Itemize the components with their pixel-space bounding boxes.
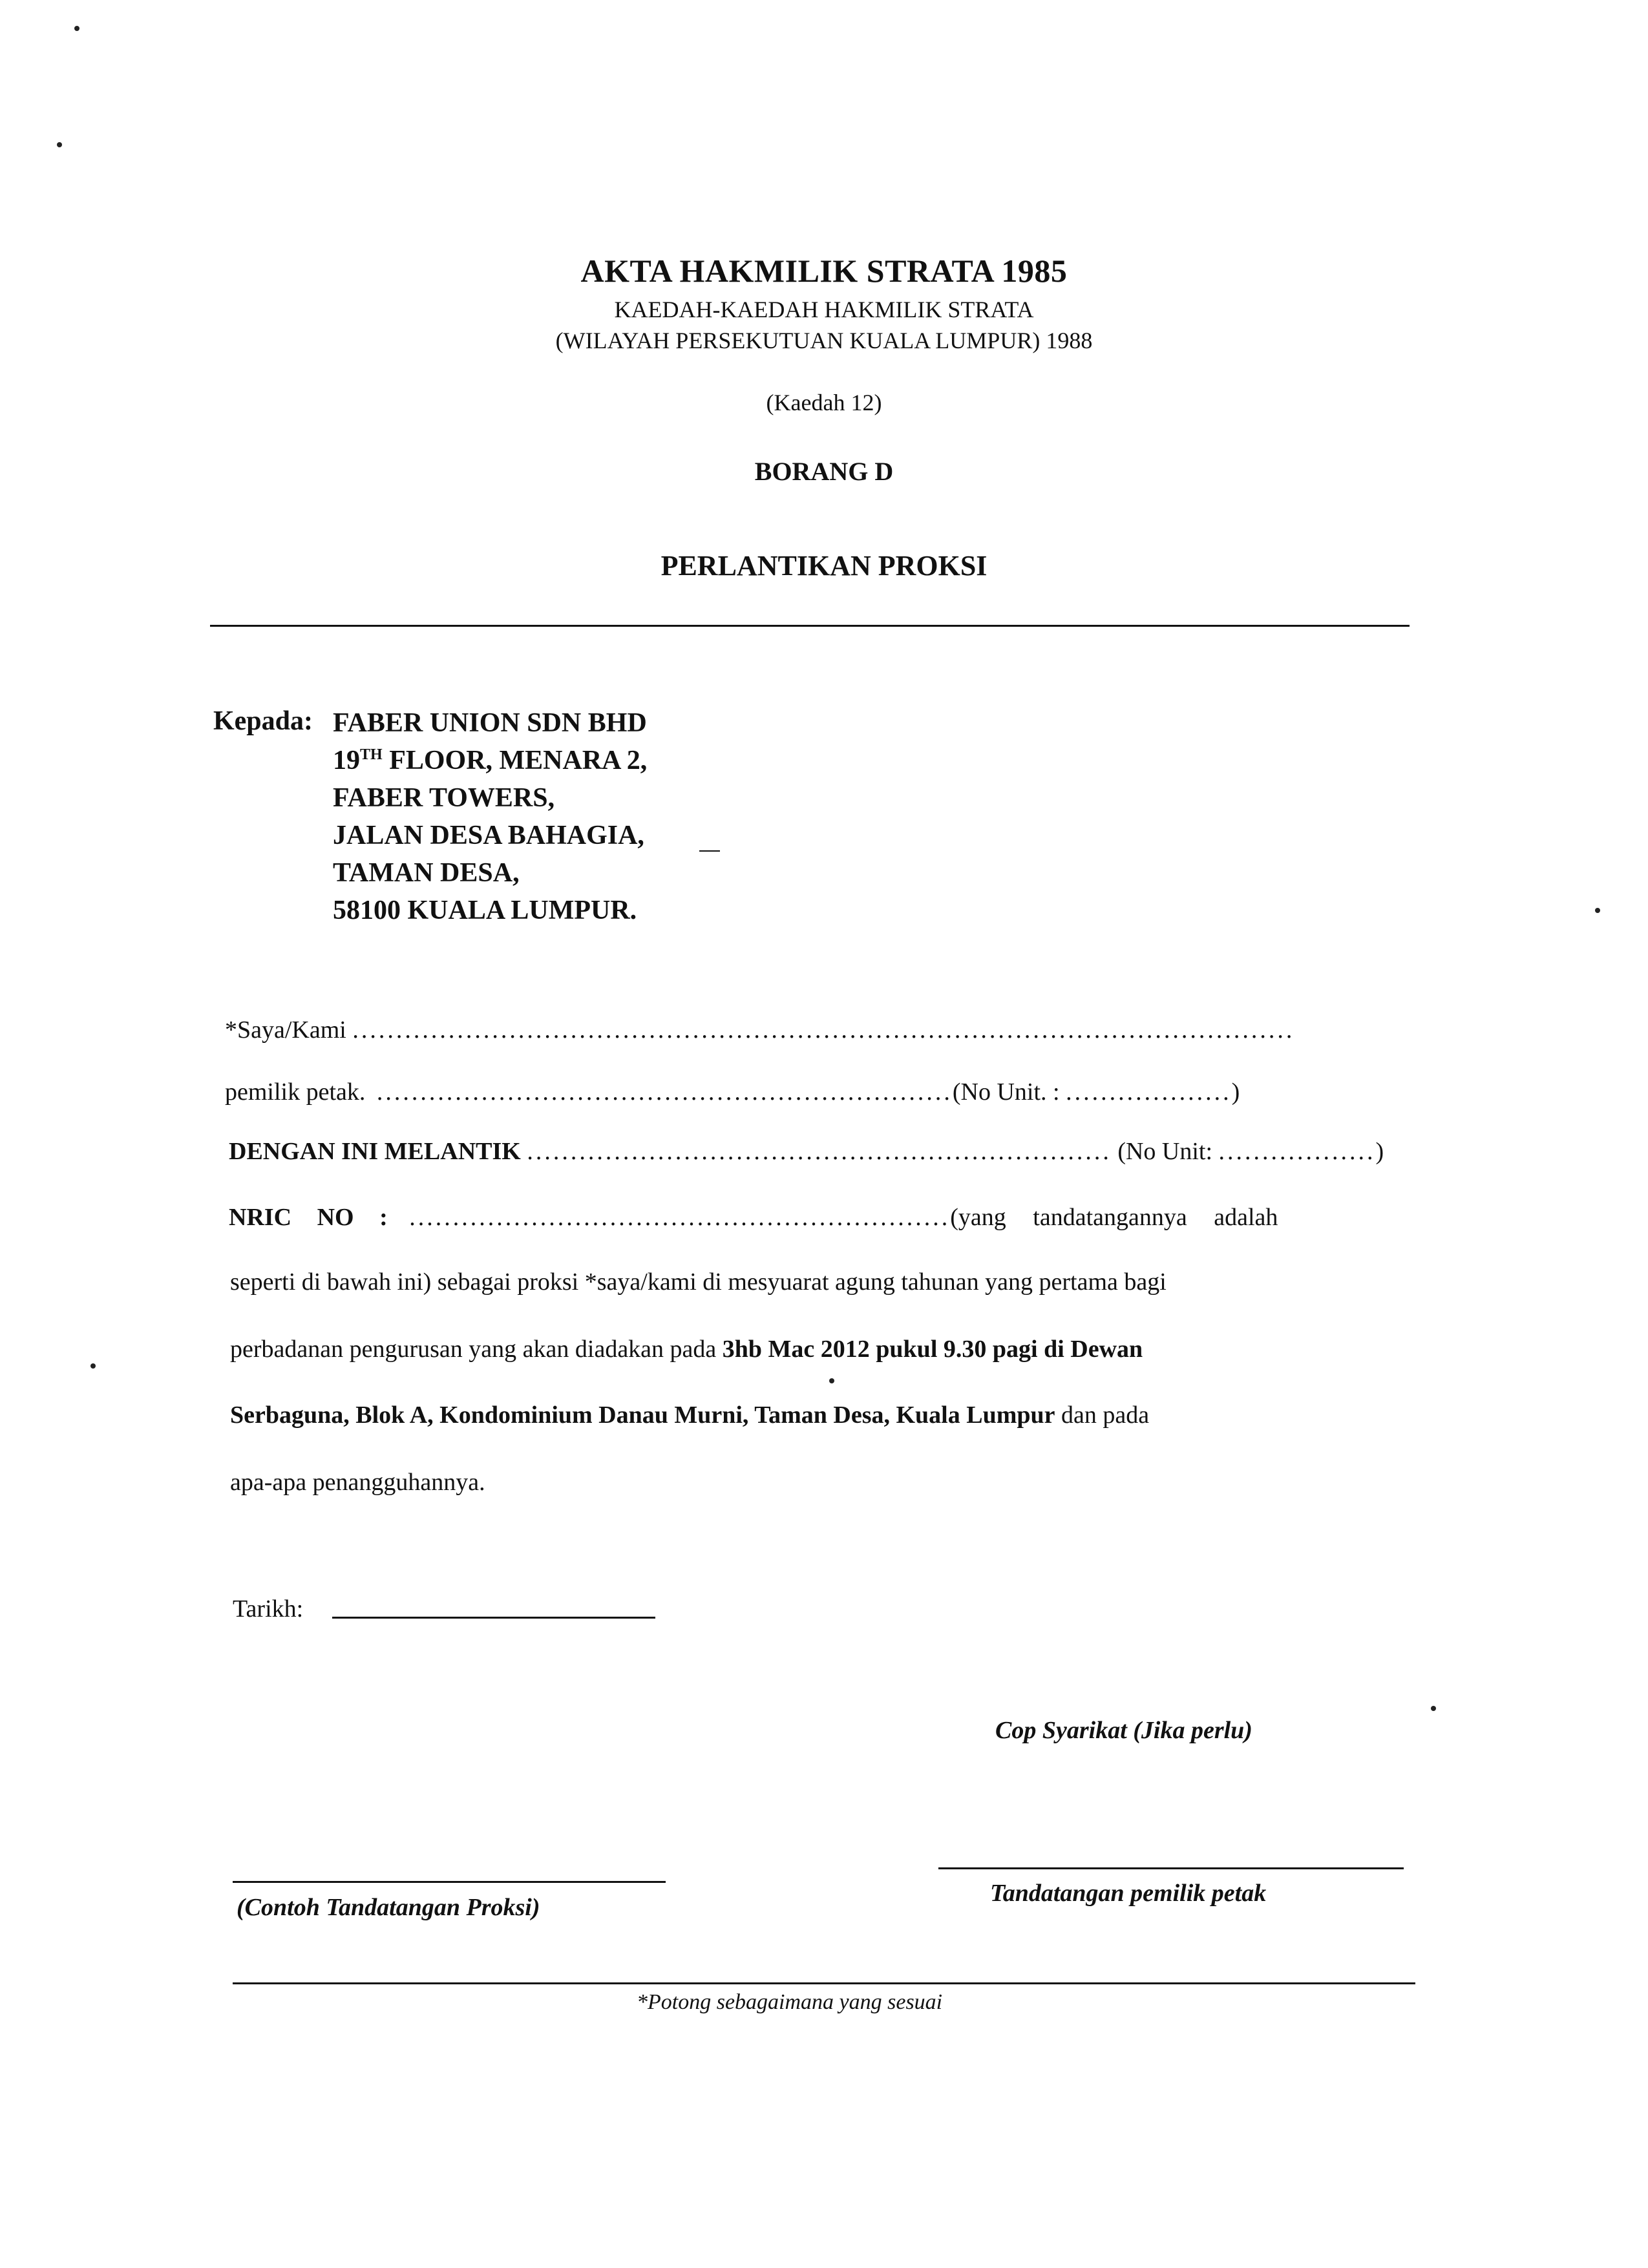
recipient-street: JALAN DESA BAHAGIA, xyxy=(333,821,644,850)
footnote: *Potong sebagaimana yang sesuai xyxy=(637,1990,943,2014)
scan-speck xyxy=(57,142,62,147)
tarikh-field[interactable] xyxy=(332,1617,655,1619)
rules-title-line2: (WILAYAH PERSEKUTUAN KUALA LUMPUR) 1988 xyxy=(555,328,1093,353)
header-divider xyxy=(210,625,1410,627)
nric-tail: (yang tandatangannya adalah xyxy=(950,1204,1278,1231)
tarikh-label: Tarikh: xyxy=(233,1595,304,1622)
form-name: BORANG D xyxy=(754,457,894,486)
paragraph-line2 xyxy=(230,1335,1143,1363)
recipient-area: TAMAN DESA, xyxy=(333,858,520,888)
recipient-floor: 19TH FLOOR, MENARA 2, xyxy=(333,746,648,775)
recipient-building: FABER TOWERS, xyxy=(333,783,555,813)
paragraph-line3 xyxy=(230,1401,1149,1429)
pemilik-petak-line xyxy=(225,1078,1240,1106)
act-title: AKTA HAKMILIK STRATA 1985 xyxy=(580,253,1068,289)
recipient-block xyxy=(213,706,313,737)
footnote-divider xyxy=(233,1982,1415,1984)
nric-line xyxy=(229,1203,1411,1232)
rules-title-line1: KAEDAH-KAEDAH HAKMILIK STRATA xyxy=(614,297,1034,322)
proxy-name-field[interactable]: ................................................................... xyxy=(527,1138,1112,1165)
meeting-datetime: 3hb Mac 2012 pukul 9.30 pagi di Dewan xyxy=(722,1336,1143,1363)
owner-signature-line[interactable] xyxy=(938,1867,1404,1869)
no-unit-2-field[interactable]: .................. xyxy=(1218,1138,1376,1165)
scan-speck xyxy=(90,1363,96,1369)
scan-speck xyxy=(74,26,79,31)
paragraph-line4: apa-apa penangguhannya. xyxy=(230,1469,485,1496)
no-unit-2-label: (No Unit: xyxy=(1117,1138,1213,1165)
dengan-ini-melantik-label: DENGAN INI MELANTIK xyxy=(229,1138,521,1165)
rule-reference: (Kaedah 12) xyxy=(766,390,882,415)
form-title: PERLANTIKAN PROKSI xyxy=(660,550,988,582)
pemilik-petak-label: pemilik petak xyxy=(225,1078,359,1106)
saya-kami-line xyxy=(225,1016,1294,1044)
scan-speck xyxy=(1431,1706,1436,1711)
nric-field[interactable]: .............................................................. xyxy=(409,1204,951,1231)
saya-kami-label: *Saya/Kami xyxy=(225,1016,346,1044)
paragraph-line1: seperti di bawah ini) sebagai proksi *saya/kami di mesyuarat agung tahunan yang pertama bagi xyxy=(230,1268,1167,1296)
paragraph-line2-text: perbadanan pengurusan yang akan diadakan pada xyxy=(230,1336,723,1363)
recipient-city: 58100 KUALA LUMPUR. xyxy=(333,896,637,925)
no-unit-1-close: ) xyxy=(1231,1078,1240,1106)
proxy-signature-label: (Contoh Tandatangan Proksi) xyxy=(237,1894,540,1921)
recipient-label: Kepada: xyxy=(213,706,313,736)
recipient-address xyxy=(333,704,647,929)
company-stamp-label: Cop Syarikat (Jika perlu) xyxy=(995,1717,1252,1744)
paragraph-line3-text: dan pada xyxy=(1055,1402,1150,1429)
dengan-ini-melantik-line xyxy=(229,1137,1384,1166)
saya-kami-field[interactable]: ............................................................................................................ xyxy=(352,1016,1295,1044)
meeting-venue: Serbaguna, Blok A, Kondominium Danau Murni, Taman Desa, Kuala Lumpur xyxy=(230,1402,1055,1429)
proxy-signature-line[interactable] xyxy=(233,1881,666,1883)
scan-speck xyxy=(829,1378,834,1383)
pemilik-petak-field[interactable]: . .................................................................. xyxy=(359,1078,953,1106)
stray-mark xyxy=(699,850,720,852)
nric-label: NRIC NO : xyxy=(229,1204,388,1231)
no-unit-2-close: ) xyxy=(1375,1138,1384,1165)
no-unit-1-label: (No Unit. : xyxy=(952,1078,1060,1106)
scan-speck xyxy=(1595,908,1600,913)
owner-signature-label: Tandatangan pemilik petak xyxy=(990,1880,1267,1907)
recipient-name: FABER UNION SDN BHD xyxy=(333,708,647,738)
no-unit-1-field[interactable]: ................... xyxy=(1066,1078,1232,1106)
